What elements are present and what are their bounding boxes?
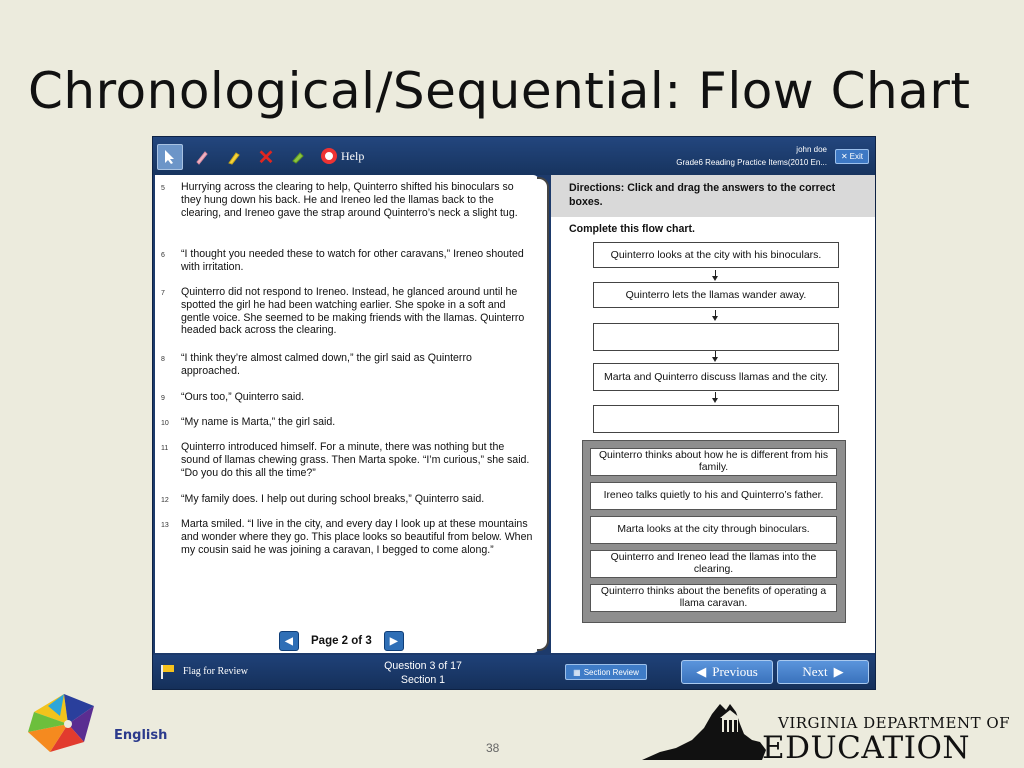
paragraph-text: “Ours too,” Quinterro said. (181, 391, 305, 403)
help-label: Help (341, 148, 365, 163)
paragraph-number: 11 (161, 445, 169, 452)
page-indicator: Page 2 of 3 (311, 635, 372, 647)
paragraph-text: “I thought you needed these to watch for other caravans,” Ireneo shouted with irritation. (181, 248, 524, 273)
pointer-icon[interactable] (157, 144, 183, 170)
paragraph (161, 493, 533, 508)
flag-label: Flag for Review (183, 665, 248, 677)
bottom-bar (153, 655, 875, 689)
answer-choice[interactable]: Quinterro thinks about how he is different from his family. (590, 448, 837, 476)
question-prompt: Complete this flow chart. (569, 223, 695, 235)
answer-choice[interactable]: Quinterro thinks about the benefits of operating a llama caravan. (590, 584, 837, 612)
down-arrow-icon (715, 392, 717, 404)
pen-icon[interactable] (189, 144, 215, 170)
triangle-left-icon: ◀ (696, 664, 707, 679)
flow-box-2[interactable]: Quinterro lets the llamas wander away. (593, 282, 839, 308)
virginia-state-icon (640, 700, 770, 764)
user-info (676, 143, 827, 169)
paragraph-number: 12 (161, 497, 169, 504)
grid-icon: ▦ (573, 667, 581, 677)
paragraph (161, 248, 533, 274)
passage-panel (155, 175, 539, 653)
down-arrow-icon (715, 310, 717, 322)
exit-label: Exit (849, 152, 864, 161)
flow-box-5-drop-target[interactable] (593, 405, 839, 433)
highlighter-icon[interactable] (221, 144, 247, 170)
paragraph-number: 8 (161, 356, 165, 363)
next-label: Next (802, 664, 828, 679)
paragraph-text: Quinterro did not respond to Ireneo. Instead, he glanced around until he spotted the girl he had been watching earlier. She spoke in a soft and gentle voice. She seemed to be making friends with the llamas. Quinterro headed back across the clearing. (181, 286, 525, 337)
close-icon: ✕ (840, 152, 848, 161)
paragraph-number: 5 (161, 185, 165, 192)
previous-page-button[interactable] (279, 631, 299, 651)
test-name: Grade6 Reading Practice Items(2010 En... (676, 158, 827, 167)
previous-button[interactable] (681, 660, 773, 684)
toolbar (153, 137, 875, 175)
paragraph-number: 7 (161, 290, 165, 297)
paragraph (161, 416, 533, 431)
directions: Directions: Click and drag the answers to the correct boxes. (551, 175, 875, 217)
slide-title: Chronological/Sequential: Flow Chart (28, 62, 971, 120)
help-button[interactable] (321, 148, 364, 164)
pinwheel-logo-icon (24, 686, 110, 758)
flag-for-review-button[interactable] (161, 665, 248, 677)
paragraph (161, 391, 533, 406)
vdoe-title-line1: VIRGINIA DEPARTMENT OF (778, 714, 1011, 732)
paragraph (161, 286, 533, 337)
question-panel (551, 175, 875, 653)
section-review-label: Section Review (583, 667, 639, 677)
flow-box-1[interactable]: Quinterro looks at the city with his binoculars. (593, 242, 839, 268)
paragraph-text: “My family does. I help out during school breaks,” Quinterro said. (181, 493, 485, 505)
down-arrow-icon (715, 351, 717, 363)
paragraph (161, 181, 533, 219)
paragraph (161, 352, 533, 378)
chevron-right-icon: ▶ (389, 635, 398, 647)
vdoe-logo (640, 700, 1011, 766)
section-review-button[interactable] (565, 664, 647, 680)
previous-label: Previous (712, 664, 758, 679)
triangle-right-icon: ▶ (833, 664, 844, 679)
paragraph-number: 9 (161, 395, 165, 402)
flow-box-4[interactable]: Marta and Quinterro discuss llamas and the city. (593, 363, 839, 391)
question-number: Question 3 of 17 (384, 660, 462, 672)
answer-choice[interactable]: Quinterro and Ireneo lead the llamas into the clearing. (590, 550, 837, 578)
flow-box-3-drop-target[interactable] (593, 323, 839, 351)
exit-button[interactable] (835, 149, 869, 164)
flag-icon (161, 665, 175, 677)
paragraph (161, 518, 533, 556)
paragraph-text: Marta smiled. “I live in the city, and every day I look up at these mountains and wonder where they go. This place looks so beautiful from below. When my cousin said he was joining a caravan, I begged to come along.” (181, 518, 533, 556)
paragraph-text: “My name is Marta,” the girl said. (181, 416, 336, 428)
answer-choice[interactable]: Marta looks at the city through binoculars. (590, 516, 837, 544)
test-app-window (152, 136, 876, 690)
user-name: john doe (796, 145, 827, 154)
question-counter (363, 659, 483, 687)
answer-choice[interactable]: Ireneo talks quietly to his and Quinterro’s father. (590, 482, 837, 510)
paragraph-text: “I think they’re almost calmed down,” the girl said as Quinterro approached. (181, 352, 472, 377)
paragraph-text: Hurrying across the clearing to help, Quinterro shifted his binoculars so they hung down his back. He and Ireneo led the llamas back to the clearing, and Ireneo gave the strap around Quinterro’s neck a slight tug. (181, 181, 518, 219)
passage-pager (279, 631, 404, 651)
paragraph-number: 10 (161, 420, 169, 427)
paragraph-number: 13 (161, 522, 169, 529)
section-name: Section 1 (400, 674, 446, 686)
paragraph-text: Quinterro introduced himself. For a minute, there was nothing but the sound of llamas chewing grass. Then Marta spoke. “I’m curious,” she said. “Do you do this all the time?” (181, 441, 530, 479)
lifebuoy-icon (321, 148, 337, 164)
strikethrough-icon[interactable]: ✕ (257, 146, 275, 169)
paragraph (161, 441, 533, 479)
language-label: English (114, 728, 168, 743)
vdoe-title-line2: EDUCATION (762, 730, 970, 766)
down-arrow-icon (715, 270, 717, 282)
answer-bank (582, 440, 846, 623)
chevron-left-icon: ◀ (285, 635, 293, 647)
slide-page-number: 38 (486, 741, 500, 755)
passage-panel-edge (537, 177, 549, 651)
eraser-icon[interactable] (285, 144, 311, 170)
next-button[interactable] (777, 660, 869, 684)
next-page-button[interactable] (384, 631, 404, 651)
paragraph-number: 6 (161, 252, 165, 259)
